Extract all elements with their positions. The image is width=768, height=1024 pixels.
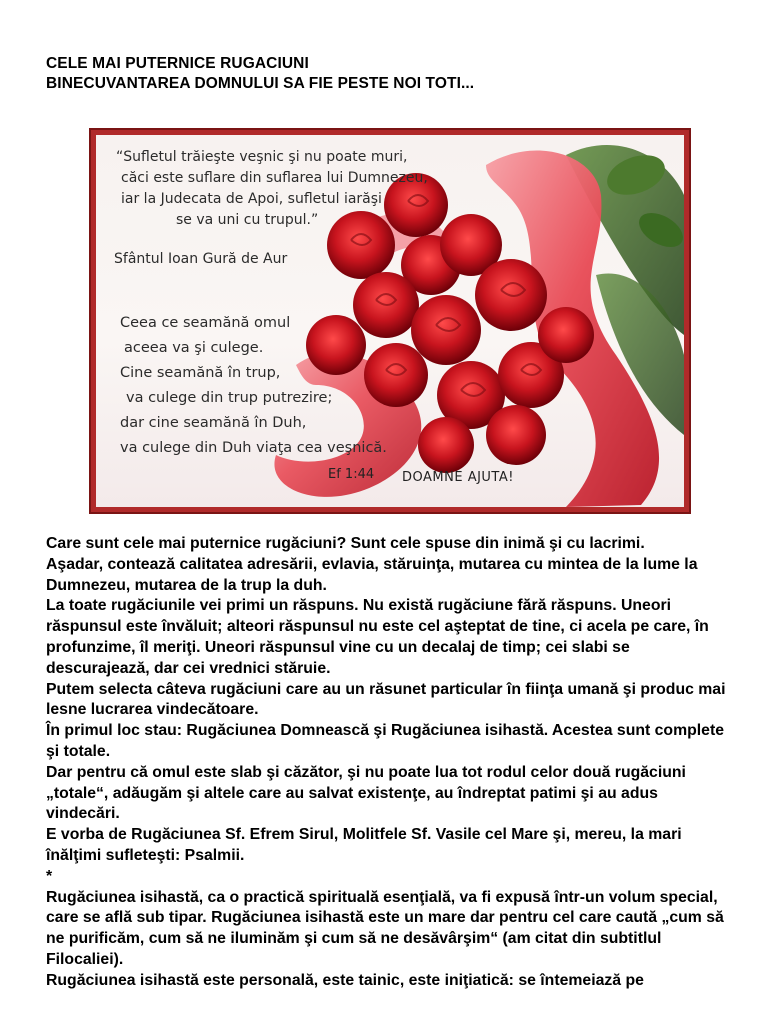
quote2-line4: va culege din trup putrezire; [126, 390, 333, 406]
roses-picture [96, 135, 684, 507]
quote-saint-john [116, 147, 428, 231]
paragraph: Putem selecta câteva rugăciuni care au un răsunet particular în fiinţa umană şi produc mai lesne lucrarea vindecătoare. [46, 680, 726, 719]
paragraph: În primul loc stau: Rugăciunea Domnească şi Rugăciunea isihastă. Acestea sunt complete şi totale. [46, 722, 725, 760]
document-body [46, 534, 736, 992]
paragraph: La toate rugăciunile vei primi un răspuns. Nu există rugăciune fără răspuns. Uneori răspunsul este învăluit; alteori răspunsul nu este cel aşteptat de tine, ci acela pe care, în profunzime, îl meriţi. Uneori răspunsul vine cu un decalaj de timp; cei slabi se descurajează, dar cei vrednici stăruie. [46, 597, 709, 677]
verse-reference: Ef 1:44 [328, 467, 375, 482]
quote1-line4: se va uni cu trupul.” [176, 212, 319, 228]
paragraph: Rugăciunea isihastă este personală, este tainic, este iniţiatică: se întemeiază pe [46, 971, 644, 989]
picture-frame [89, 128, 691, 514]
quote1-line2: căci este suflare din suflarea lui Dumnezeu, [121, 170, 428, 186]
heading-line-1: CELE MAI PUTERNICE RUGACIUNI [46, 55, 309, 72]
quote2-line3: Cine seamănă în trup, [120, 365, 281, 381]
paragraph: E vorba de Rugăciunea Sf. Efrem Sirul, Molitfele Sf. Vasile cel Mare şi, mereu, la mari înălţimi sufleteşti: Psalmii. [46, 826, 682, 864]
document-heading [46, 54, 474, 94]
heading-line-2: BINECUVANTAREA DOMNULUI SA FIE PESTE NOI TOTI... [46, 75, 475, 92]
paragraph: Care sunt cele mai puternice rugăciuni? Sunt cele spuse din inimă şi cu lacrimi. [46, 535, 645, 552]
quote-attribution: Sfântul Ioan Gură de Aur [114, 251, 288, 267]
quote-scripture [120, 311, 387, 461]
paragraph: Aşadar, contează calitatea adresării, evlavia, stăruinţa, mutarea cu mintea de la lume la Dumnezeu, mutarea de la trup la duh. [46, 555, 698, 594]
quote2-line1: Ceea ce seamănă omul [120, 315, 291, 331]
doamne-ajuta-caption: DOAMNE AJUTA! [402, 470, 514, 485]
separator-asterisk: * [46, 867, 53, 885]
quote1-line1: “Sufletul trăieşte veşnic şi nu poate muri, [116, 149, 408, 165]
quote2-line2: aceea va şi culege. [124, 340, 264, 356]
quote2-line5: dar cine seamănă în Duh, [120, 415, 307, 431]
quote2-line6: va culege din Duh viaţa cea veşnică. [120, 440, 387, 456]
quote1-line3: iar la Judecata de Apoi, sufletul iarăşi [121, 191, 382, 207]
paragraph: Rugăciunea isihastă, ca o practică spirituală esenţială, va fi expusă într-un volum special, care se află sub tipar. Rugăciunea isihastă este un mare dar pentru cel care caută „cum să ne purificăm, cum să ne iluminăm şi cum să ne desăvârşim“ (am citat din subtitlul Filocaliei). [46, 888, 724, 968]
paragraph: Dar pentru că omul este slab şi căzător, şi nu poate lua tot rodul celor două rugăciuni „totale“, adăugăm şi altele care au salvat existenţe, au îndreptat patimi şi au adus vindecări. [46, 763, 686, 823]
